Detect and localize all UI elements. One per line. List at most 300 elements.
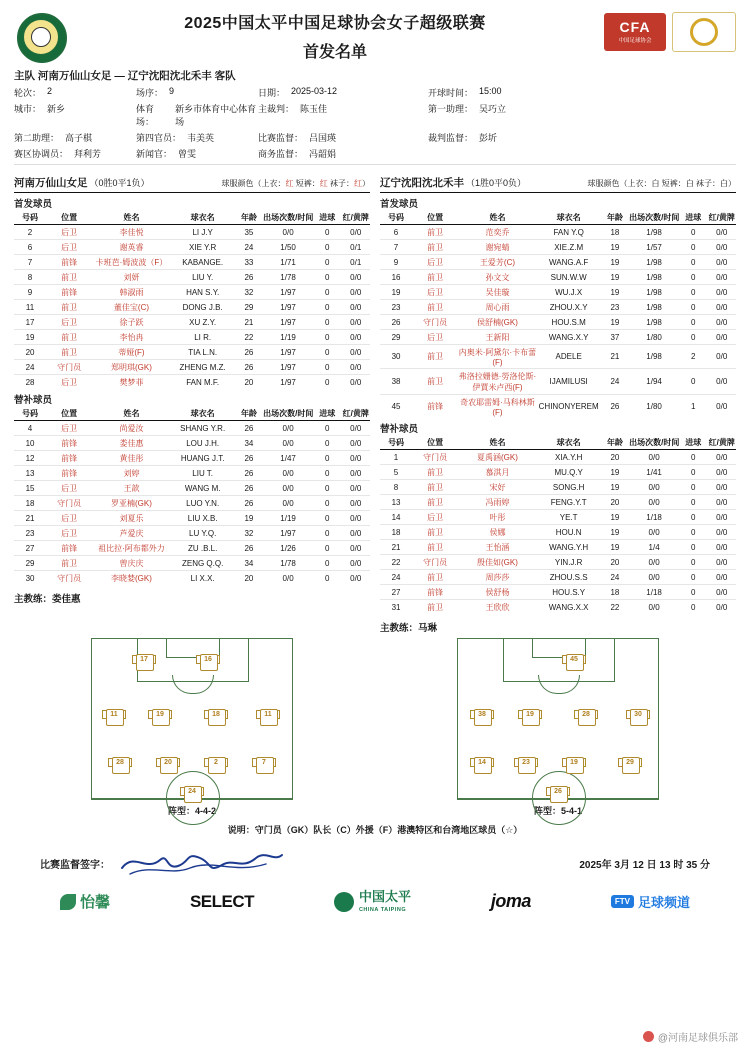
cell-name: 尚爱汝 <box>92 421 170 436</box>
cell-cards: 0/0 <box>707 345 736 369</box>
cell-shirt: HAN S.Y. <box>171 285 235 300</box>
cell-goals: 0 <box>313 270 341 285</box>
table-row <box>380 225 736 240</box>
cell-goals: 0 <box>679 495 707 510</box>
cell-apps: 0/0 <box>263 496 313 511</box>
cell-age: 19 <box>601 270 629 285</box>
column-header: 红/黄牌 <box>341 407 370 421</box>
cell-apps: 1/47 <box>263 451 313 466</box>
table-row <box>14 496 370 511</box>
cell-pos: 前卫 <box>412 495 458 510</box>
cell-shirt: YIN.J.R <box>537 555 601 570</box>
table-row <box>380 315 736 330</box>
weibo-icon <box>643 1031 654 1042</box>
cell-age: 37 <box>601 330 629 345</box>
cell-name: 孙文文 <box>458 270 536 285</box>
cell-name: 夏禹涵(GK) <box>458 450 536 465</box>
cell-pos: 后卫 <box>61 377 78 387</box>
signature-ink <box>116 846 286 880</box>
page-title: 2025中国太平中国足球协会女子超级联赛 <box>184 15 486 32</box>
cell-name: 殷佳如(GK) <box>458 555 536 570</box>
cell-cards: 0/0 <box>707 465 736 480</box>
table-row <box>14 571 370 586</box>
cell-age: 33 <box>235 255 263 270</box>
cell-goals: 0 <box>313 225 341 240</box>
cell-cards: 0/0 <box>341 421 370 436</box>
cell-name: 王爱芳(C) <box>458 255 536 270</box>
signature-date: 2025年 3月 12 日 13 时 35 分 <box>579 859 710 871</box>
cell-no: 19 <box>380 285 412 300</box>
column-header: 出场次数/时间 <box>263 407 313 421</box>
cell-name: 徐子跃 <box>92 315 170 330</box>
cell-apps: 0/0 <box>629 555 679 570</box>
cell-goals: 0 <box>679 585 707 600</box>
cell-pos: 前卫 <box>412 570 458 585</box>
cell-no: 38 <box>380 369 412 395</box>
cell-age: 26 <box>235 360 263 375</box>
cell-name: 侯娜 <box>458 525 536 540</box>
table-row <box>14 270 370 285</box>
cell-goals: 0 <box>679 270 707 285</box>
cell-pos: 后卫 <box>412 255 458 270</box>
column-header: 年龄 <box>235 407 263 421</box>
cell-age: 19 <box>601 285 629 300</box>
cell-name: 黄佳彤 <box>92 451 170 466</box>
cell-shirt: FAN M.F. <box>186 377 220 387</box>
column-header: 号码 <box>14 407 46 421</box>
pitch-shirt-icon: 16 <box>197 652 219 670</box>
cell-name: 祖比拉·阿布都外力 <box>92 541 170 556</box>
away-formation-value: 5-4-1 <box>561 806 583 816</box>
cell-no: 1 <box>380 450 412 465</box>
title-block <box>66 10 604 62</box>
home-starters-table <box>14 211 370 389</box>
away-starters-title: 首发球员 <box>380 199 419 210</box>
cell-goals: 0 <box>313 345 341 360</box>
cell-apps: 1/57 <box>629 240 679 255</box>
cell-goals: 0 <box>691 602 696 612</box>
cell-no: 21 <box>14 511 46 526</box>
formation-label: 阵型： <box>533 806 561 816</box>
formation-label: 阵型： <box>167 806 195 816</box>
cell-no: 10 <box>14 436 46 451</box>
away-team-name: 辽宁沈阳沈北禾丰 <box>380 177 464 189</box>
cell-goals: 0 <box>313 466 341 481</box>
cell-name: 芦爱庆 <box>92 526 170 541</box>
meta-value: 韦美英 <box>187 133 215 143</box>
cell-cards: 0/0 <box>707 570 736 585</box>
cell-age: 20 <box>601 450 629 465</box>
cell-cards: 0/0 <box>350 573 362 583</box>
cell-apps: 1/98 <box>629 255 679 270</box>
cell-goals: 0 <box>679 240 707 255</box>
header <box>0 0 750 66</box>
meta-value: 新乡 <box>47 104 66 114</box>
yisheng-logo-text: 怡馨 <box>79 894 110 911</box>
column-header: 位置 <box>412 211 458 225</box>
cell-shirt: FENG.Y.T <box>537 495 601 510</box>
cell-no: 16 <box>380 270 412 285</box>
cell-no: 18 <box>380 525 412 540</box>
table-row <box>14 330 370 345</box>
signature-label: 比赛监督签字： <box>40 859 110 871</box>
away-kit-colors: 球服颜色（上衣：白 短裤：白 袜子：白） <box>587 179 736 188</box>
cell-apps: 1/18 <box>629 510 679 525</box>
cell-goals: 0 <box>679 225 707 240</box>
meta-field <box>136 86 258 99</box>
cell-shirt: LI X.X. <box>190 573 215 583</box>
column-header: 出场次数/时间 <box>629 436 679 450</box>
cell-age: 19 <box>601 510 629 525</box>
cell-apps: 1/78 <box>263 556 313 571</box>
signature-row <box>0 836 750 880</box>
select-logo: SELECT <box>189 891 254 911</box>
ftv-logo-text: 足球频道 <box>638 895 691 910</box>
cell-shirt: ZHOU.S.S <box>537 570 601 585</box>
away-coach <box>380 620 736 634</box>
cell-no: 17 <box>14 315 46 330</box>
cell-age: 20 <box>601 555 629 570</box>
meta-key: 第一助理： <box>428 104 474 114</box>
cell-name: 冯雨婷 <box>458 495 536 510</box>
cell-cards: 0/0 <box>707 255 736 270</box>
pitch-shirt-icon: 2 <box>205 755 227 773</box>
table-row <box>14 466 370 481</box>
cell-no: 5 <box>380 465 412 480</box>
cell-age: 19 <box>601 540 629 555</box>
cell-no: 23 <box>14 526 46 541</box>
cell-no: 7 <box>380 240 412 255</box>
cell-no: 20 <box>14 345 46 360</box>
cell-pos: 守门员 <box>412 555 458 570</box>
cell-age: 22 <box>610 602 620 612</box>
table-row <box>380 345 736 369</box>
meta-value: 高子棋 <box>65 133 93 143</box>
cell-name: 韩淑雨 <box>92 285 170 300</box>
cell-apps: 0/0 <box>629 570 679 585</box>
cell-shirt: SONG.H <box>537 480 601 495</box>
cell-pos: 前卫 <box>46 556 92 571</box>
cell-cards: 0/0 <box>341 315 370 330</box>
meta-field <box>258 131 428 144</box>
cell-pos: 前卫 <box>427 602 444 612</box>
cell-pos: 后卫 <box>412 510 458 525</box>
meta-field <box>428 102 598 128</box>
cell-no: 8 <box>14 270 46 285</box>
cell-apps: 0/0 <box>282 573 294 583</box>
cell-goals: 0 <box>313 330 341 345</box>
meta-value: 拜利芳 <box>74 149 102 159</box>
cell-name: 侯舒楠(GK) <box>458 315 536 330</box>
watermark <box>643 1029 738 1044</box>
cell-age: 24 <box>601 570 629 585</box>
cell-age: 21 <box>235 315 263 330</box>
cell-age: 22 <box>235 330 263 345</box>
formation-diagrams <box>0 634 750 817</box>
cfa-logo-text: CFA <box>619 19 651 36</box>
away-team-block <box>380 175 736 634</box>
cell-pos: 前锋 <box>412 585 458 600</box>
meta-key: 开球时间： <box>428 88 474 98</box>
cell-name: 谢英睿 <box>92 240 170 255</box>
china-taiping-logo <box>334 890 411 913</box>
cell-pos: 前卫 <box>412 369 458 395</box>
cell-apps: 1/97 <box>263 285 313 300</box>
cell-pos: 前卫 <box>412 540 458 555</box>
cell-age: 26 <box>235 451 263 466</box>
cell-goals: 0 <box>313 496 341 511</box>
club-crest-icon <box>14 10 66 62</box>
cell-shirt: ZHOU.X.Y <box>537 300 601 315</box>
table-row <box>380 585 736 600</box>
cell-age: 35 <box>235 225 263 240</box>
cell-name: 娄佳惠 <box>92 436 170 451</box>
table-row <box>14 481 370 496</box>
cell-pos: 前卫 <box>46 270 92 285</box>
cell-name: 弗洛拉姗德·勞洛伦斯·伊賈米卢西(F) <box>458 369 536 395</box>
cell-cards: 0/0 <box>350 377 362 387</box>
cell-apps: 1/80 <box>629 330 679 345</box>
cell-shirt: LIU T. <box>171 466 235 481</box>
cell-age: 26 <box>610 402 620 411</box>
cell-shirt: XIA.Y.H <box>537 450 601 465</box>
meta-key: 商务监督： <box>258 149 304 159</box>
sponsor-logo <box>672 12 736 52</box>
sponsor-footer <box>0 880 750 913</box>
cell-pos: 前卫 <box>46 300 92 315</box>
cell-shirt: FAN Y.Q <box>537 225 601 240</box>
ftv-badge: FTV <box>611 895 634 908</box>
table-row <box>380 255 736 270</box>
cell-name: 刘夏乐 <box>92 511 170 526</box>
meta-key: 新闻官： <box>136 149 173 159</box>
cell-name: 周心雨 <box>458 300 536 315</box>
pitch-shirt-icon: 45 <box>563 652 585 670</box>
cell-name: 范奕乔 <box>458 225 536 240</box>
cell-name: 郑明琪(GK) <box>92 360 170 375</box>
cell-name: 谢宛蜻 <box>458 240 536 255</box>
cell-shirt: ZHENG M.Z. <box>171 360 235 375</box>
meta-field <box>428 86 598 99</box>
match-meta <box>0 66 750 160</box>
cell-age: 19 <box>601 465 629 480</box>
column-header: 球衣名 <box>537 211 601 225</box>
cell-pos: 前卫 <box>412 300 458 315</box>
column-header: 位置 <box>46 407 92 421</box>
cell-name: 慕淇月 <box>458 465 536 480</box>
kit-shirt: 白 <box>651 179 660 188</box>
cell-pos: 前锋 <box>46 466 92 481</box>
cell-shirt: LIU Y. <box>171 270 235 285</box>
leaf-icon <box>60 894 76 910</box>
cell-cards: 0/0 <box>707 270 736 285</box>
table-row <box>380 285 736 300</box>
away-subs-table <box>380 436 736 614</box>
cell-age: 32 <box>235 526 263 541</box>
cell-pos: 后卫 <box>46 526 92 541</box>
cell-no: 30 <box>25 573 35 583</box>
meta-key: 第二助理： <box>14 133 60 143</box>
cell-shirt: WANG.A.F <box>537 255 601 270</box>
cell-age: 20 <box>244 377 254 387</box>
cell-no: 30 <box>380 345 412 369</box>
meta-key: 第四官员： <box>136 133 182 143</box>
meta-field <box>136 147 258 160</box>
cell-shirt: LOU J.H. <box>171 436 235 451</box>
cell-cards: 0/0 <box>707 300 736 315</box>
cell-apps: 1/18 <box>629 585 679 600</box>
table-row <box>380 369 736 395</box>
table-row <box>14 360 370 375</box>
column-header: 进球 <box>679 211 707 225</box>
cell-shirt: SUN.W.W <box>537 270 601 285</box>
cell-apps: 0/0 <box>629 495 679 510</box>
cell-name: 宋好 <box>458 480 536 495</box>
cell-pos: 守门员 <box>46 360 92 375</box>
home-label: 主队 <box>14 70 35 82</box>
page-subtitle: 首发名单 <box>302 44 367 61</box>
cell-goals: 0 <box>313 541 341 556</box>
cell-age: 34 <box>235 556 263 571</box>
cell-no: 21 <box>380 540 412 555</box>
meta-key: 体育场： <box>136 104 155 127</box>
cell-apps: 1/19 <box>263 511 313 526</box>
cell-apps: 1/97 <box>263 315 313 330</box>
cell-shirt: WANG.Y.H <box>537 540 601 555</box>
home-formation-value: 4-4-2 <box>195 806 217 816</box>
cell-name: 内奥米·阿黛尔·卡布蕾(F) <box>458 345 536 369</box>
meta-value: 9 <box>169 86 175 96</box>
table-row <box>380 480 736 495</box>
cell-no: 13 <box>14 466 46 481</box>
cell-goals: 0 <box>679 369 707 395</box>
cell-shirt: XIE.Z.M <box>537 240 601 255</box>
cell-cards: 0/0 <box>707 369 736 395</box>
cell-pos: 后卫 <box>412 330 458 345</box>
cell-pos: 前卫 <box>412 345 458 369</box>
cell-name: 刘妍 <box>92 270 170 285</box>
cell-apps: 1/98 <box>629 285 679 300</box>
kit-label: 球服颜色（上衣： <box>587 179 652 188</box>
cell-goals: 2 <box>679 345 707 369</box>
joma-logo: joma <box>490 891 531 911</box>
cell-shirt: TIA L.N. <box>171 345 235 360</box>
cell-no: 24 <box>14 360 46 375</box>
cell-pos: 前锋 <box>46 541 92 556</box>
cell-name: 董佳宝(C) <box>92 300 170 315</box>
cell-cards: 0/0 <box>707 240 736 255</box>
cell-shirt: LUO Y.N. <box>171 496 235 511</box>
home-starters-title: 首发球员 <box>14 199 53 210</box>
cell-no: 2 <box>14 225 46 240</box>
cell-shirt: DONG J.B. <box>171 300 235 315</box>
cell-name: 周莎莎 <box>458 570 536 585</box>
cell-age: 26 <box>235 270 263 285</box>
cell-cards: 0/0 <box>341 360 370 375</box>
table-row <box>14 421 370 436</box>
cell-cards: 0/0 <box>341 436 370 451</box>
cell-name: 王欣欣 <box>485 602 510 612</box>
cell-no: 27 <box>14 541 46 556</box>
cell-shirt: WU.J.X <box>537 285 601 300</box>
pitch-shirt-icon: 17 <box>133 652 155 670</box>
cell-goals: 0 <box>313 255 341 270</box>
column-header: 球衣名 <box>171 407 235 421</box>
cell-cards: 0/0 <box>707 480 736 495</box>
pitch-shirt-icon: 20 <box>157 755 179 773</box>
cell-apps: 1/97 <box>263 300 313 315</box>
cell-apps: 0/0 <box>263 225 313 240</box>
cell-shirt: MU.Q.Y <box>537 465 601 480</box>
cell-goals: 0 <box>313 285 341 300</box>
cell-apps: 1/98 <box>629 345 679 369</box>
cell-apps: 0/0 <box>263 481 313 496</box>
fixture-text: 河南万仙山女足 — 辽宁沈阳沈北禾丰 客队 <box>37 70 236 82</box>
cell-cards: 0/0 <box>341 526 370 541</box>
cell-age: 20 <box>244 573 254 583</box>
table-row <box>380 465 736 480</box>
legend-text: 说明：守门员（GK）队长（C）外援（F）港澳特区和台湾地区球员（☆） <box>227 825 523 835</box>
cell-pos: 前锋 <box>427 402 444 411</box>
taiping-mark-icon <box>334 892 354 912</box>
cell-name: 蒂娅(F) <box>92 345 170 360</box>
table-row <box>380 540 736 555</box>
cell-shirt: WANG.X.Y <box>537 330 601 345</box>
column-header: 红/黄牌 <box>707 436 736 450</box>
column-header: 号码 <box>380 436 412 450</box>
away-pitch <box>457 638 659 800</box>
cell-apps: 0/0 <box>263 466 313 481</box>
table-row <box>380 525 736 540</box>
cell-no: 18 <box>14 496 46 511</box>
cell-goals: 0 <box>679 465 707 480</box>
table-row <box>380 300 736 315</box>
cell-no: 31 <box>391 602 401 612</box>
taiping-logo-text: 中国太平 <box>358 889 411 904</box>
cell-apps: 1/41 <box>629 465 679 480</box>
column-header: 进球 <box>313 211 341 225</box>
cell-shirt: XIE Y.R <box>171 240 235 255</box>
cell-goals: 0 <box>313 436 341 451</box>
meta-value: 吴巧立 <box>479 104 507 114</box>
pitch-shirt-icon: 11 <box>103 707 125 725</box>
cell-age: 26 <box>235 345 263 360</box>
cell-apps: 1/98 <box>629 315 679 330</box>
kit-shorts-label: 短裤： <box>295 179 320 188</box>
cell-cards: 0/0 <box>707 585 736 600</box>
meta-key: 场序： <box>136 88 164 98</box>
cell-cards: 0/0 <box>707 450 736 465</box>
cell-no: 19 <box>14 330 46 345</box>
cell-no: 9 <box>14 285 46 300</box>
cell-pos: 前卫 <box>412 525 458 540</box>
cell-name: 王新阳 <box>458 330 536 345</box>
cell-apps: 1/94 <box>629 369 679 395</box>
column-header: 红/黄牌 <box>707 211 736 225</box>
meta-key: 城市： <box>14 104 42 114</box>
cell-apps: 0/0 <box>629 450 679 465</box>
cell-shirt: LI J.Y <box>171 225 235 240</box>
taiping-logo-subtext: CHINA TAIPING <box>358 907 407 913</box>
column-header: 姓名 <box>458 436 536 450</box>
cell-apps: 1/98 <box>629 225 679 240</box>
cell-shirt: WANG M. <box>171 481 235 496</box>
meta-field <box>258 102 428 128</box>
cell-age: 26 <box>235 466 263 481</box>
table-header-row <box>380 436 736 450</box>
meta-value: 彭圻 <box>479 133 498 143</box>
cell-name: 樊梦菲 <box>119 377 144 387</box>
